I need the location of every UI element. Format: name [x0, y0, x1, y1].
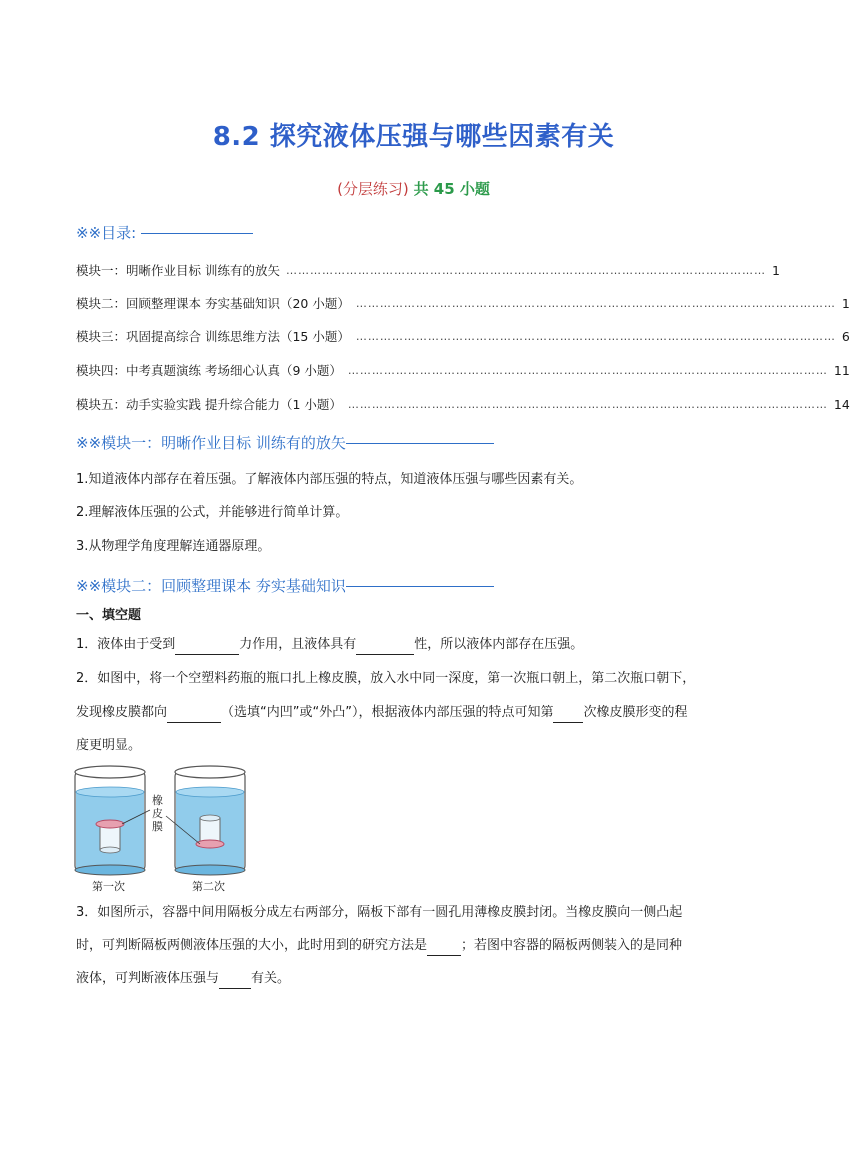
answer-blank[interactable]	[427, 941, 461, 956]
answer-blank[interactable]	[553, 708, 583, 723]
toc-item[interactable]: 模块三：巩固提高综合 训练思维方法（15 小题） ………………………………………………………………………………………………………… 6	[76, 328, 850, 344]
divider	[141, 233, 253, 234]
beaker-illustration	[70, 760, 260, 880]
membrane-label: 橡 皮 膜	[152, 794, 163, 833]
goal-2: 2.理解液体压强的公式，并能够进行简单计算。	[76, 505, 349, 520]
toc-leader: …………………………………………………………………………………………………………	[355, 329, 836, 343]
toc-item[interactable]: 模块一：明晰作业目标 训练有的放矢 ………………………………………………………………………………………………………… 1	[76, 262, 780, 278]
divider	[346, 443, 494, 444]
toc-leader: …………………………………………………………………………………………………………	[355, 296, 836, 310]
divider	[346, 586, 494, 587]
module2-heading: ※※模块二：回顾整理课本 夯实基础知识	[76, 575, 494, 596]
answer-blank[interactable]	[219, 974, 251, 989]
toc-leader: …………………………………………………………………………………………………………	[347, 397, 828, 411]
question-2-line2: 发现橡皮膜都向 （选填“内凹”或“外凸”），根据液体内部压强的特点可知第 次橡皮膜形变的程	[76, 703, 756, 723]
goal-3: 3.从物理学角度理解连通器原理。	[76, 539, 271, 554]
section-fill-blank: 一、填空题	[76, 608, 142, 623]
subtitle-left: (分层练习)	[337, 180, 409, 198]
beaker-figure	[70, 760, 260, 893]
question-3-line2: 时，可判断隔板两侧液体压强的大小，此时用到的研究方法是 ；若图中容器的隔板两侧装入的是同种	[76, 936, 756, 956]
beaker-second	[175, 766, 245, 875]
subtitle-right: 共 45 小题	[413, 180, 490, 198]
answer-blank[interactable]	[356, 640, 414, 655]
toc-item[interactable]: 模块四：中考真题演练 考场细心认真（9 小题） ………………………………………………………………………………………………………… 11	[76, 362, 850, 378]
caption-second: 第二次	[192, 880, 225, 893]
toc-item[interactable]: 模块五：动手实验实践 提升综合能力（1 小题） ………………………………………………………………………………………………………… 14	[76, 396, 850, 412]
page-title: 8.2 探究液体压强与哪些因素有关	[212, 122, 615, 152]
question-3-line3: 液体，可判断液体压强与 有关。	[76, 969, 756, 989]
caption-first: 第一次	[92, 880, 125, 893]
beaker-first	[75, 766, 145, 875]
toc-heading: ※※目录:	[76, 222, 253, 243]
question-2-line1: 2．如图中，将一个空塑料药瓶的瓶口扎上橡皮膜，放入水中同一深度，第一次瓶口朝上，第二次瓶口朝下，	[76, 671, 696, 686]
answer-blank[interactable]	[175, 640, 239, 655]
module1-heading: ※※模块一：明晰作业目标 训练有的放矢	[76, 432, 494, 453]
toc-item[interactable]: 模块二：回顾整理课本 夯实基础知识（20 小题） ………………………………………………………………………………………………………… 1	[76, 295, 850, 311]
question-3-line1: 3．如图所示，容器中间用隔板分成左右两部分，隔板下部有一圆孔用薄橡皮膜封闭。当橡皮膜向一侧凸起	[76, 905, 683, 920]
goal-1: 1.知道液体内部存在着压强。了解液体内部压强的特点，知道液体压强与哪些因素有关。	[76, 472, 583, 487]
subtitle	[0, 178, 827, 199]
question-2-line3: 度更明显。	[76, 738, 142, 753]
toc-leader: …………………………………………………………………………………………………………	[285, 263, 766, 277]
answer-blank[interactable]	[167, 708, 221, 723]
toc-leader: …………………………………………………………………………………………………………	[347, 363, 828, 377]
question-1: 1．液体由于受到 力作用，且液体具有 性，所以液体内部存在压强。	[76, 635, 756, 655]
